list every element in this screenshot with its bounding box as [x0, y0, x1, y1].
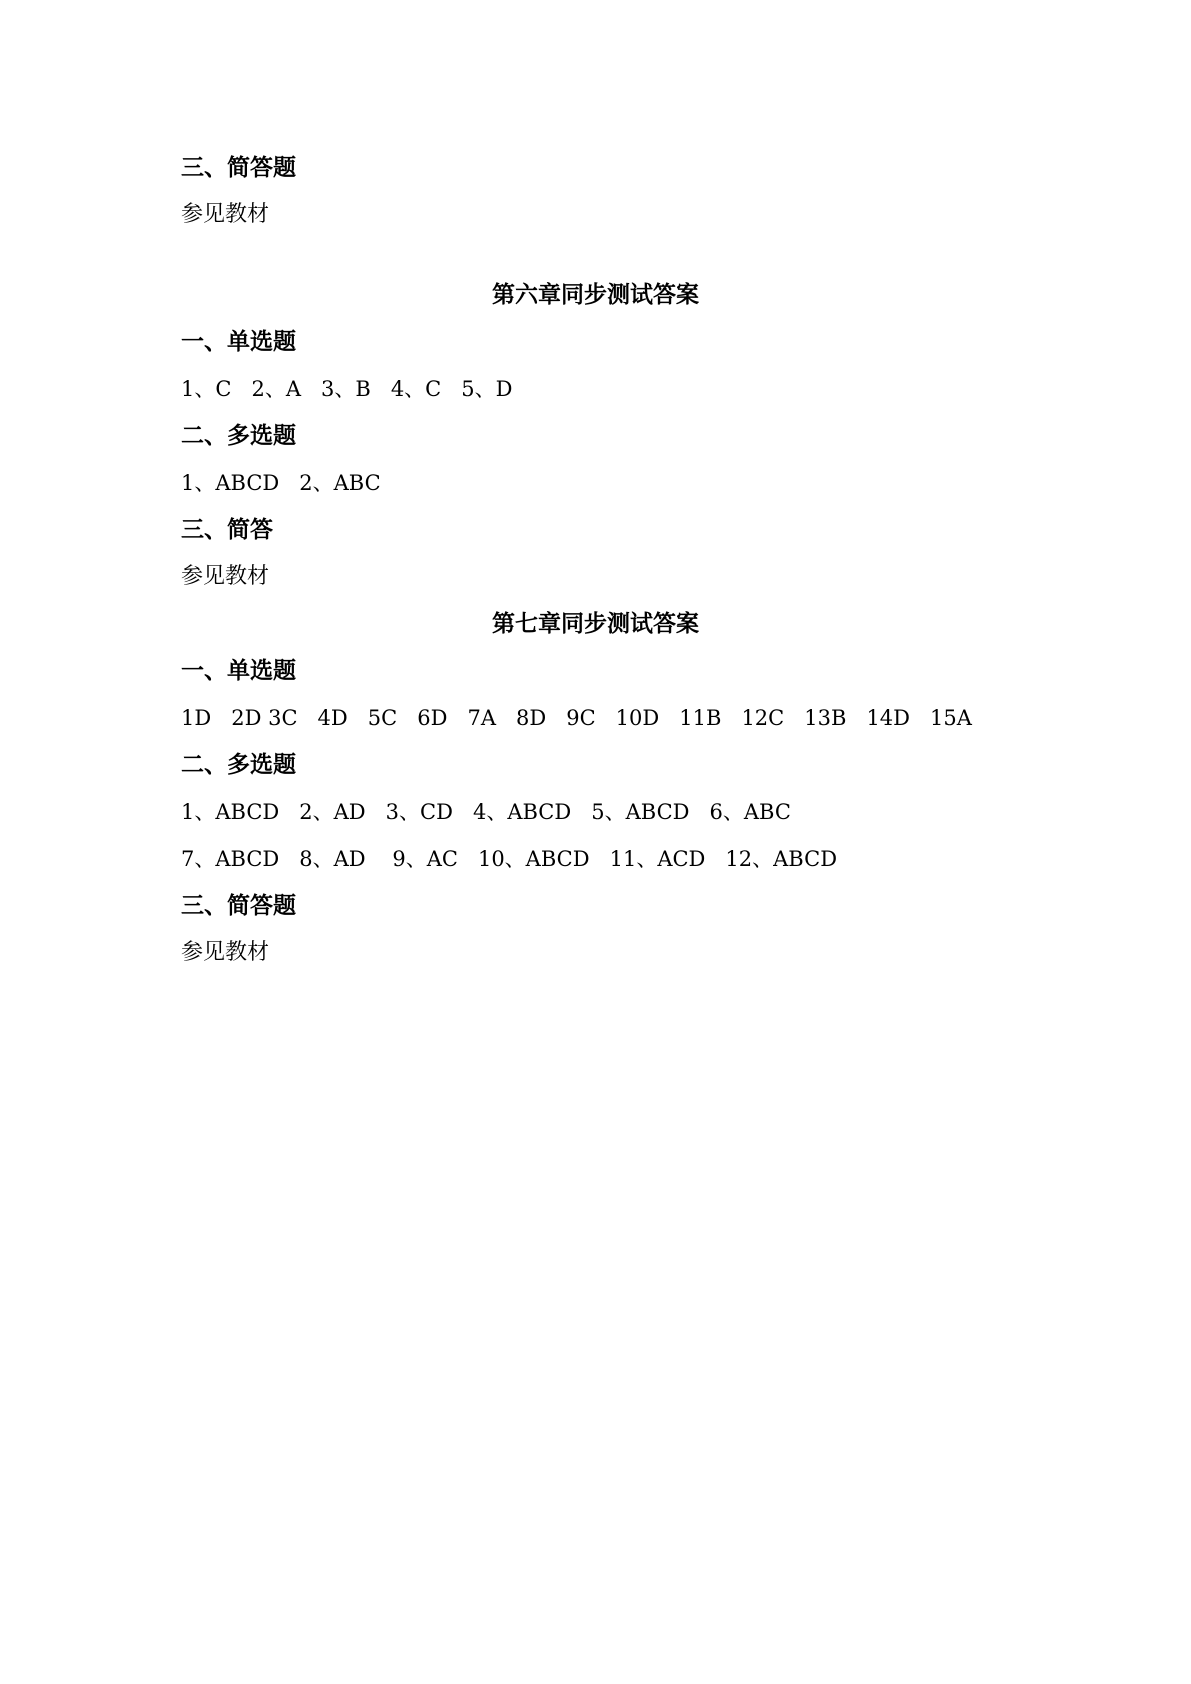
- chapter6-section1-answers: 1、C 2、A 3、B 4、C 5、D: [181, 377, 513, 401]
- chapter7-section1-heading: 一、单选题: [181, 658, 296, 684]
- prev-section3-heading: 三、简答题: [181, 155, 296, 181]
- chapter7-title: 第七章同步测试答案: [492, 611, 699, 637]
- chapter6-section2-heading: 二、多选题: [181, 423, 296, 449]
- chapter7-section2-answers-line2: 7、ABCD 8、AD 9、AC 10、ABCD 11、ACD 12、ABCD: [181, 847, 838, 871]
- chapter7-section2-heading: 二、多选题: [181, 752, 296, 778]
- chapter7-section3-heading: 三、简答题: [181, 893, 296, 919]
- prev-section3-answer: 参见教材: [181, 202, 270, 227]
- chapter6-section3-answer: 参见教材: [181, 564, 270, 589]
- chapter7-section3-answer: 参见教材: [181, 940, 270, 965]
- chapter6-section2-answers: 1、ABCD 2、ABC: [181, 471, 381, 495]
- chapter7-section1-answers: 1D 2D 3C 4D 5C 6D 7A 8D 9C 10D 11B 12C 13B 14D 15A: [181, 706, 972, 730]
- chapter6-section3-heading: 三、简答: [181, 517, 273, 543]
- chapter6-section1-heading: 一、单选题: [181, 329, 296, 355]
- chapter7-section2-answers-line1: 1、ABCD 2、AD 3、CD 4、ABCD 5、ABCD 6、ABC: [181, 800, 791, 824]
- chapter6-title: 第六章同步测试答案: [492, 282, 699, 308]
